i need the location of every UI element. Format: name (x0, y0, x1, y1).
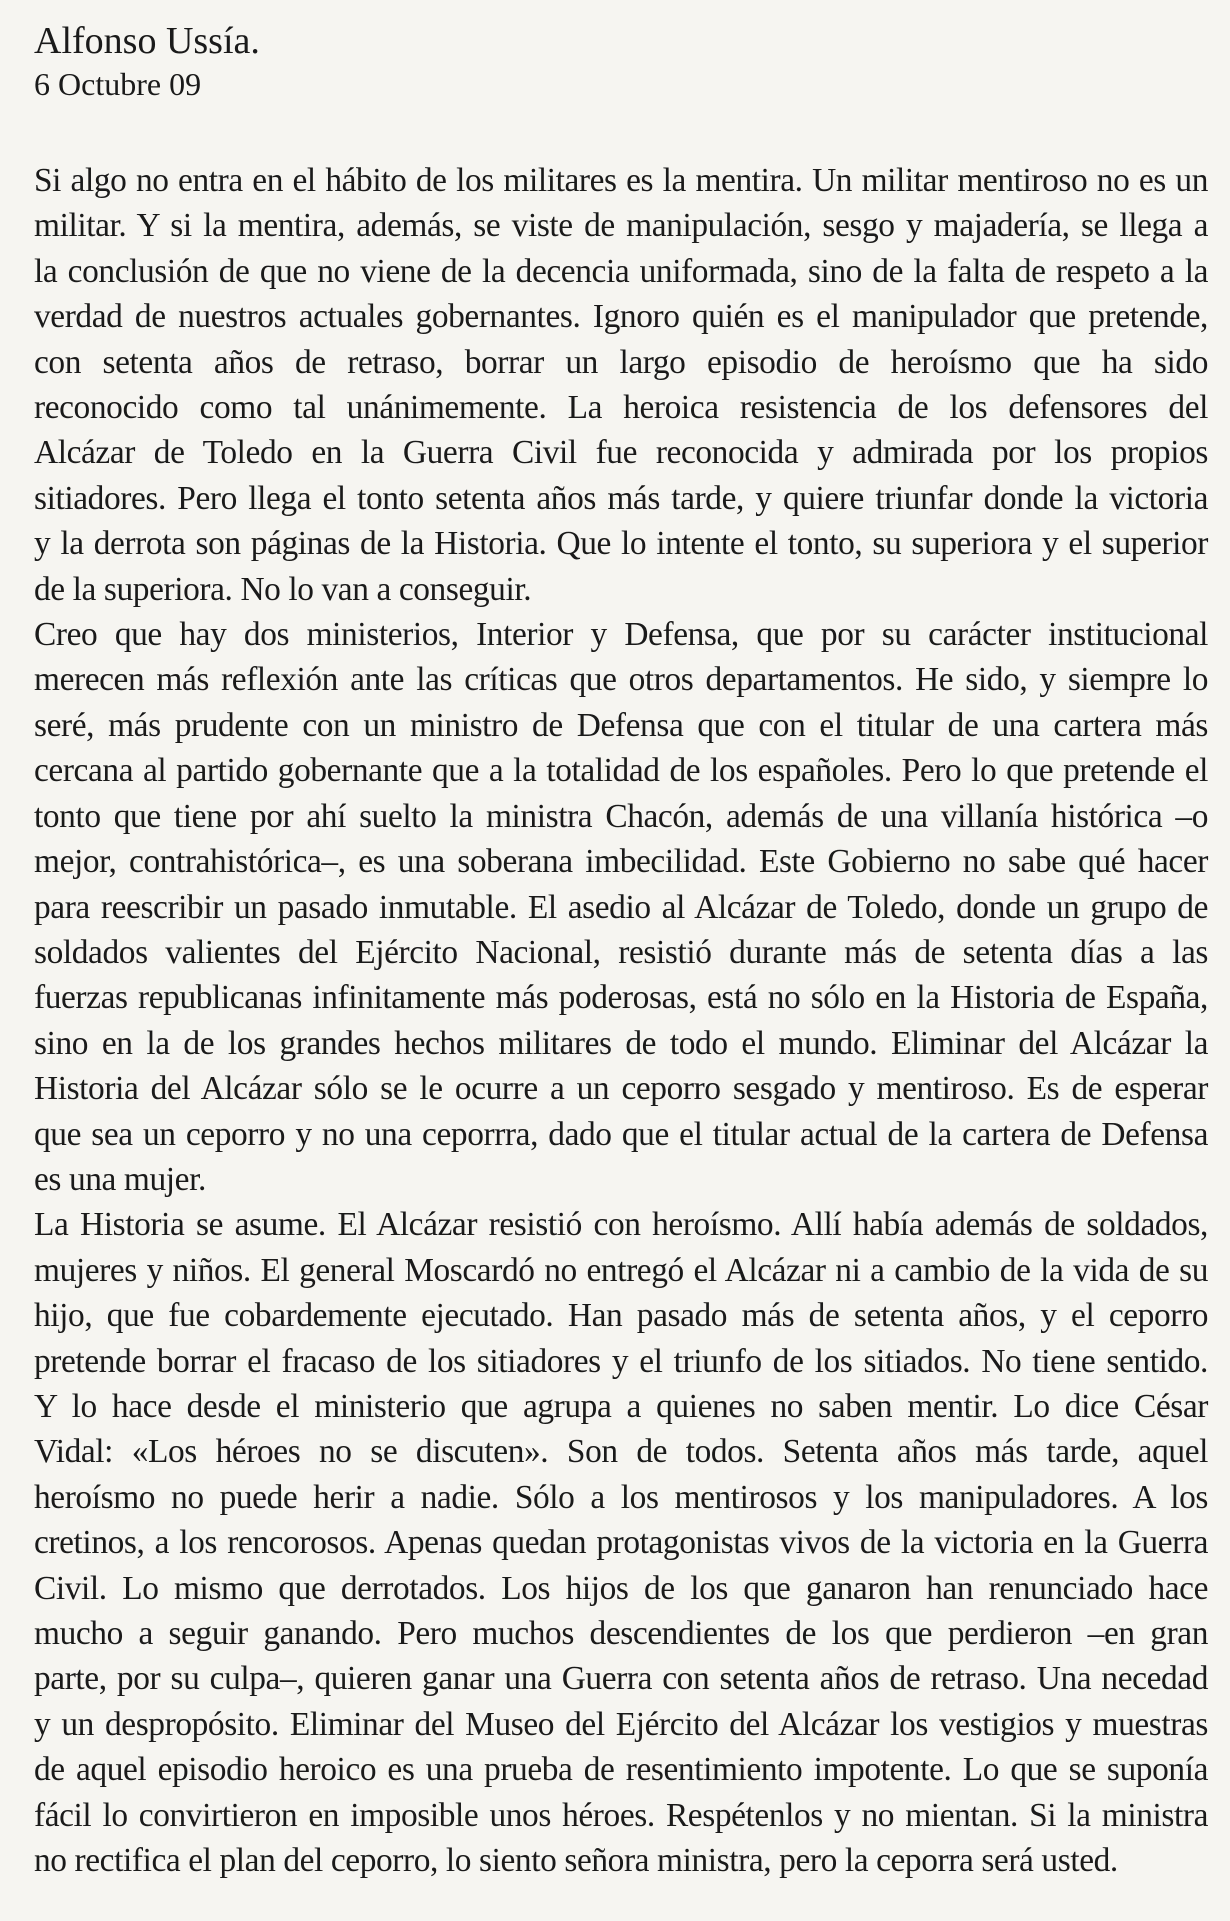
text-line: sitiadores. Pero llega el tonto setenta años más tarde, y quiere triunfar donde la victoria (34, 479, 1208, 517)
text-line: de aquel episodio heroico es una prueba de resentimiento impotente. Lo que se suponía (34, 1751, 1208, 1789)
text-line: cretinos, a los rencorosos. Apenas quedan protagonistas vivos de la victoria en la Guerra (34, 1524, 1208, 1562)
text-line: militar. Y si la mentira, además, se viste de manipulación, sesgo y majadería, se llega a (34, 207, 1208, 245)
text-line: mucho a seguir ganando. Pero muchos descendientes de los que perdieron –en gran (34, 1615, 1208, 1652)
text-line: Si algo no entra en el hábito de los militares es la mentira. Un militar mentiroso no es un (34, 162, 1208, 199)
text-line: de la superiora. No lo van a conseguir. (34, 570, 532, 608)
text-line: y un despropósito. Eliminar del Museo del Ejército del Alcázar los vestigios y muestras (34, 1705, 1208, 1743)
text-line: que sea un ceporro y no una ceporrra, dado que el titular actual de la cartera de Defensa (34, 1115, 1208, 1153)
text-line: Historia del Alcázar sólo se le ocurre a un ceporro sesgado y mentiroso. Es de esperar (34, 1070, 1208, 1108)
article-paragraph (34, 1202, 1208, 1883)
text-line: verdad de nuestros actuales gobernantes. Ignoro quién es el manipulador que pretende, (34, 298, 1208, 336)
text-line: fuerzas republicanas infinitamente más poderosas, está no sólo en la Historia de España, (34, 979, 1208, 1017)
publication-date: 6 Octubre 09 (34, 66, 202, 102)
text-line: sino en la de los grandes hechos militares de todo el mundo. Eliminar del Alcázar la (34, 1024, 1208, 1062)
text-line: para reescribir un pasado inmutable. El asedio al Alcázar de Toledo, donde un grupo de (34, 888, 1208, 926)
text-line: no rectifica el plan del ceporro, lo siento señora ministra, pero la ceporra será usted. (34, 1842, 1118, 1880)
text-line: seré, más prudente con un ministro de Defensa que con el titular de una cartera más (34, 706, 1208, 744)
text-line: Alcázar de Toledo en la Guerra Civil fue reconocida y admirada por los propios (34, 434, 1208, 472)
text-line: la conclusión de que no viene de la decencia uniformada, sino de la falta de respeto a la (34, 252, 1208, 290)
text-line: mejor, contrahistórica–, es una soberana imbecilidad. Este Gobierno no sabe qué hacer (34, 843, 1208, 881)
text-line: con setenta años de retraso, borrar un largo episodio de heroísmo que ha sido (34, 343, 1208, 381)
text-line: Creo que hay dos ministerios, Interior y Defensa, que por su carácter institucional (34, 616, 1208, 654)
text-line: soldados valientes del Ejército Nacional, resistió durante más de setenta días a las (34, 933, 1208, 971)
text-line: fácil lo convirtieron en imposible unos héroes. Respétenlos y no mientan. Si la ministra (34, 1796, 1208, 1834)
text-line: parte, por su culpa–, quieren ganar una Guerra con setenta años de retraso. Una necedad (34, 1660, 1208, 1698)
text-line: mujeres y niños. El general Moscardó no entregó el Alcázar ni a cambio de la vida de su (34, 1251, 1208, 1289)
text-line: es una mujer. (34, 1160, 206, 1198)
text-line: pretende borrar el fracaso de los sitiadores y el triunfo de los sitiados. No tiene sentido. (34, 1342, 1208, 1380)
text-line: Y lo hace desde el ministerio que agrupa a quienes no saben mentir. Lo dice César (34, 1387, 1208, 1425)
text-line: merecen más reflexión ante las críticas que otros departamentos. He sido, y siempre lo (34, 661, 1208, 699)
text-line: Civil. Lo mismo que derrotados. Los hijos de los que ganaron han renunciado hace (34, 1569, 1208, 1607)
article-paragraph (34, 158, 1208, 612)
text-line: tonto que tiene por ahí suelto la ministra Chacón, además de una villanía histórica –o (34, 797, 1208, 835)
text-line: hijo, que fue cobardemente ejecutado. Han pasado más de setenta años, y el ceporro (34, 1297, 1208, 1335)
text-line: cercana al partido gobernante que a la totalidad de los españoles. Pero lo que pretende el (34, 752, 1208, 790)
article-body (34, 158, 1208, 1883)
text-line: La Historia se asume. El Alcázar resistió con heroísmo. Allí había además de soldados, (34, 1206, 1208, 1244)
article-paragraph (34, 612, 1208, 1202)
author-name: Alfonso Ussía. (34, 20, 260, 62)
text-line: y la derrota son páginas de la Historia. Que lo intente el tonto, su superiora y el superior (34, 525, 1208, 563)
text-line: Vidal: «Los héroes no se discuten». Son de todos. Setenta años más tarde, aquel (34, 1433, 1208, 1471)
text-line: heroísmo no puede herir a nadie. Sólo a los mentirosos y los manipuladores. A los (34, 1478, 1208, 1516)
text-line: reconocido como tal unánimemente. La heroica resistencia de los defensores del (34, 389, 1208, 427)
